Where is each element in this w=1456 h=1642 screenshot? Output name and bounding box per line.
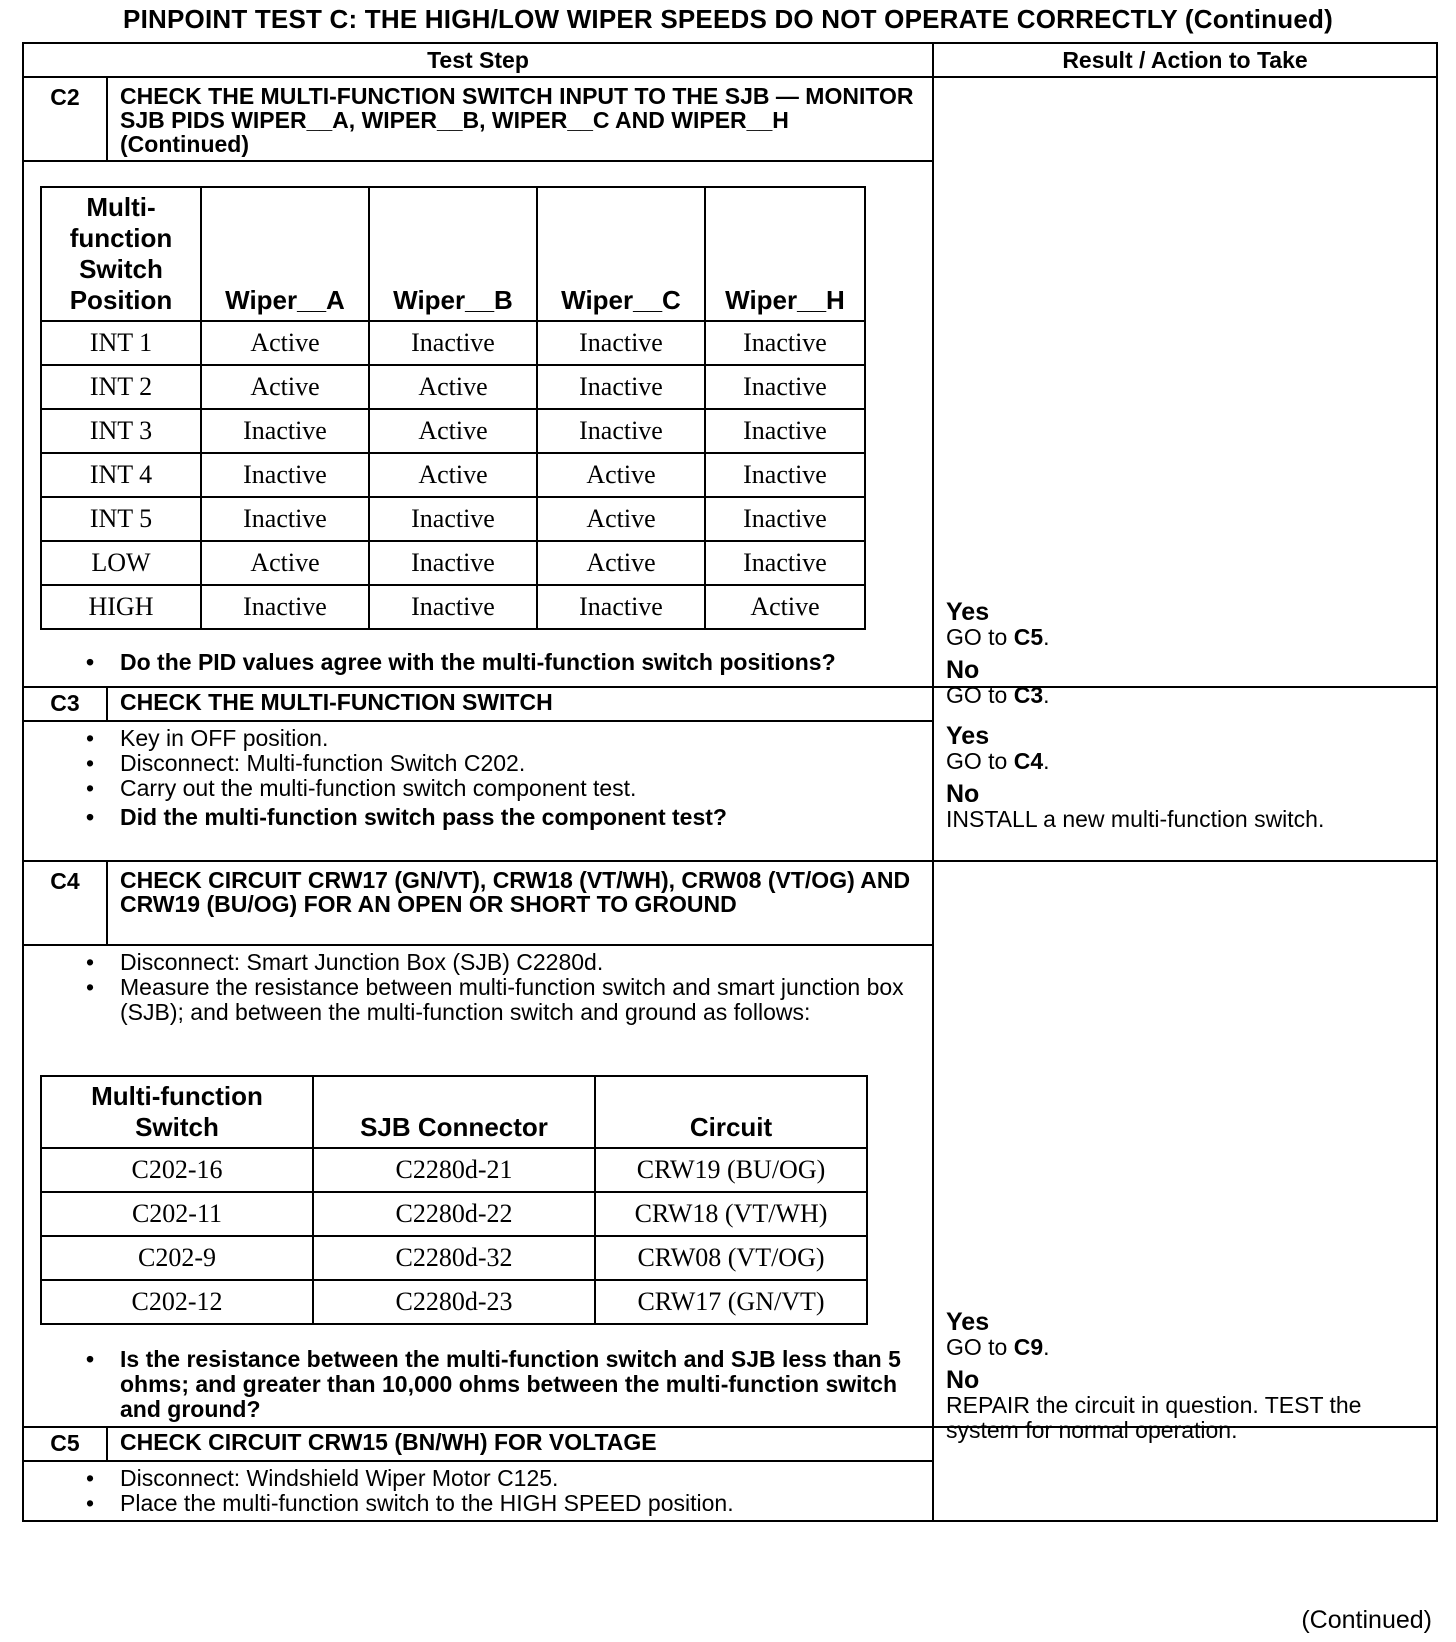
pid-table-row <box>41 365 865 409</box>
pid-table-row-cell: Inactive <box>201 453 369 497</box>
step-c3-row <box>23 687 1437 861</box>
pid-table-row <box>41 453 865 497</box>
step-c5-step: • Place the multi-function switch to the HIGH SPEED position. <box>120 1491 908 1516</box>
pid-header-wiper-c: Wiper__C <box>537 187 705 321</box>
pid-table-row-cell: INT 3 <box>41 409 201 453</box>
circuit-table-row <box>41 1236 867 1280</box>
circuit-table-row-cell: C202-16 <box>41 1148 313 1192</box>
step-c5-title: CHECK CIRCUIT CRW15 (BN/WH) FOR VOLTAGE <box>120 1429 657 1455</box>
pid-table-row-cell: Inactive <box>369 585 537 629</box>
pid-table-row-cell: Inactive <box>705 497 865 541</box>
circuit-table-row-cell: CRW17 (GN/VT) <box>595 1280 867 1324</box>
step-c4-title: CHECK CIRCUIT CRW17 (GN/VT), CRW18 (VT/WH), CRW08 (VT/OG) AND CRW19 (BU/OG) FOR AN OPEN OR SHORT TO GROUND <box>120 867 911 917</box>
step-c4-answers <box>946 1310 1426 1443</box>
step-c2-cell <box>23 77 933 687</box>
pid-table-row-cell: HIGH <box>41 585 201 629</box>
circuit-table <box>40 1075 868 1325</box>
c2-no-label: No <box>946 656 980 684</box>
pid-table-row-cell: Inactive <box>537 365 705 409</box>
pid-table-row-cell: Active <box>201 321 369 365</box>
pid-table-row-cell: INT 5 <box>41 497 201 541</box>
c3-no-action: INSTALL a new multi-function switch. <box>946 806 1325 832</box>
table-header-row <box>23 43 1437 77</box>
circuit-table-row <box>41 1280 867 1324</box>
circuit-table-header-row <box>41 1076 867 1148</box>
pid-table-row <box>41 585 865 629</box>
c2-yes-action: GO to C5. <box>946 624 1050 650</box>
step-c2-id: C2 <box>24 78 108 160</box>
step-c5-instructions <box>24 1462 932 1520</box>
c3-yes-action: GO to C4. <box>946 748 1050 774</box>
step-c3-question: • Did the multi-function switch pass the component test? <box>120 805 908 830</box>
step-c4-action <box>933 861 1437 1443</box>
step-c4-header <box>24 862 932 946</box>
step-c3-step: • Disconnect: Multi-function Switch C202. <box>120 751 908 776</box>
pid-table-row <box>41 321 865 365</box>
c4-yes-action: GO to C9. <box>946 1334 1050 1360</box>
pid-table-row <box>41 541 865 585</box>
pid-table-row-cell: Inactive <box>705 365 865 409</box>
step-c5-step: • Disconnect: Windshield Wiper Motor C125. <box>120 1466 908 1491</box>
c4-no-label: No <box>946 1366 980 1394</box>
pid-header-wiper-b: Wiper__B <box>369 187 537 321</box>
step-c5-row <box>23 1427 1437 1521</box>
step-c2-header <box>24 78 932 162</box>
circuit-table-row-cell: CRW18 (VT/WH) <box>595 1192 867 1236</box>
step-c3-header <box>24 688 932 722</box>
pid-table <box>40 186 866 630</box>
pid-table-row-cell: Active <box>201 365 369 409</box>
step-c4-id: C4 <box>24 862 108 944</box>
step-c4-step: • Disconnect: Smart Junction Box (SJB) C2280d. <box>120 950 908 975</box>
c4-yes-label: Yes <box>946 1308 990 1336</box>
pid-table-row-cell: Inactive <box>369 321 537 365</box>
step-c4-question: • Is the resistance between the multi-function switch and SJB less than 5 ohms; and greater than 10,000 ohms between the multi-function switch and ground? <box>120 1347 908 1422</box>
pid-table-row-cell: Inactive <box>201 409 369 453</box>
pid-table-row <box>41 409 865 453</box>
step-c2-question-list <box>24 630 932 679</box>
pid-table-row-cell: Inactive <box>705 321 865 365</box>
circuit-table-row-cell: C2280d-32 <box>313 1236 595 1280</box>
step-c3-answers <box>946 724 1426 832</box>
pid-table-row-cell: INT 1 <box>41 321 201 365</box>
step-c2-row <box>23 77 1437 687</box>
pid-table-row-cell: Active <box>537 497 705 541</box>
circuit-table-row-cell: C202-12 <box>41 1280 313 1324</box>
pid-header-wiper-a: Wiper__A <box>201 187 369 321</box>
pid-table-row-cell: Active <box>369 409 537 453</box>
c3-no-label: No <box>946 780 980 808</box>
pid-table-row-cell: Inactive <box>537 409 705 453</box>
result-action-header: Result / Action to Take <box>933 43 1437 77</box>
pid-table-row <box>41 497 865 541</box>
pid-table-row-cell: Active <box>369 365 537 409</box>
page-title: PINPOINT TEST C: THE HIGH/LOW WIPER SPEEDS DO NOT OPERATE CORRECTLY (Continued) <box>123 4 1333 34</box>
circuit-table-row-cell: C2280d-23 <box>313 1280 595 1324</box>
circuit-table-row-cell: C2280d-22 <box>313 1192 595 1236</box>
pid-table-row-cell: Inactive <box>201 585 369 629</box>
pid-table-row-cell: Inactive <box>369 541 537 585</box>
test-step-header: Test Step <box>23 43 933 77</box>
pid-table-row-cell: Inactive <box>537 321 705 365</box>
step-c2-title: CHECK THE MULTI-FUNCTION SWITCH INPUT TO THE SJB — MONITOR SJB PIDS WIPER__A, WIPER__B, WIPER__C AND WIPER__H (Continued) <box>120 83 914 157</box>
step-c2-question: • Do the PID values agree with the multi-function switch positions? <box>120 650 908 675</box>
step-c2-action <box>933 77 1437 708</box>
pid-header-position: Multi-function Switch Position <box>41 187 201 321</box>
pid-table-row-cell: Inactive <box>537 585 705 629</box>
circuit-table-row-cell: C202-9 <box>41 1236 313 1280</box>
circuit-table-row-cell: CRW19 (BU/OG) <box>595 1148 867 1192</box>
c3-yes-target[interactable]: C4 <box>1013 748 1044 774</box>
circuit-table-row-cell: C2280d-21 <box>313 1148 595 1192</box>
pid-table-row-cell: LOW <box>41 541 201 585</box>
step-c4-instructions <box>24 946 932 1029</box>
pid-table-row-cell: Inactive <box>705 453 865 497</box>
step-c5-action <box>933 1427 1437 1521</box>
step-c3-cell <box>23 687 933 861</box>
pid-table-row-cell: INT 4 <box>41 453 201 497</box>
step-c5-id: C5 <box>24 1428 108 1460</box>
step-c3-step: • Key in OFF position. <box>120 726 908 751</box>
circuit-header-switch: Multi-function Switch <box>41 1076 313 1148</box>
c4-no-action: REPAIR the circuit in question. TEST the system for normal operation. <box>946 1392 1362 1443</box>
circuit-table-row-cell: CRW08 (VT/OG) <box>595 1236 867 1280</box>
circuit-table-row <box>41 1148 867 1192</box>
step-c3-step: • Carry out the multi-function switch component test. <box>120 776 908 801</box>
pinpoint-test-table <box>22 42 1438 1522</box>
circuit-table-row-cell: C202-11 <box>41 1192 313 1236</box>
pid-table-header-row <box>41 187 865 321</box>
circuit-header-circuit: Circuit <box>595 1076 867 1148</box>
continued-label: (Continued) <box>1301 1606 1432 1634</box>
step-c3-instructions <box>24 722 932 834</box>
c2-no-action: GO to C3. <box>946 682 1050 708</box>
pid-table-row-cell: Inactive <box>369 497 537 541</box>
step-c4-cell <box>23 861 933 1427</box>
pid-table-row-cell: Active <box>201 541 369 585</box>
pid-table-row-cell: INT 2 <box>41 365 201 409</box>
step-c4-question-list <box>24 1325 932 1426</box>
step-c5-header <box>24 1428 932 1462</box>
c2-no-target[interactable]: C3 <box>1013 682 1044 708</box>
circuit-header-sjb: SJB Connector <box>313 1076 595 1148</box>
pid-table-row-cell: Inactive <box>705 409 865 453</box>
c3-yes-label: Yes <box>946 722 990 750</box>
step-c3-id: C3 <box>24 688 108 720</box>
step-c5-cell <box>23 1427 933 1521</box>
step-c3-title: CHECK THE MULTI-FUNCTION SWITCH <box>120 689 553 715</box>
c2-yes-label: Yes <box>946 598 990 626</box>
c2-yes-target[interactable]: C5 <box>1013 624 1044 650</box>
step-c4-row <box>23 861 1437 1427</box>
pid-table-row-cell: Inactive <box>705 541 865 585</box>
pid-table-row-cell: Active <box>537 541 705 585</box>
pid-table-row-cell: Active <box>705 585 865 629</box>
pid-table-row-cell: Active <box>369 453 537 497</box>
pid-table-row-cell: Active <box>537 453 705 497</box>
circuit-table-row <box>41 1192 867 1236</box>
c4-yes-target[interactable]: C9 <box>1013 1334 1044 1360</box>
step-c4-step: • Measure the resistance between multi-function switch and smart junction box (SJB); and between the multi-function switch and ground as follows: <box>120 975 908 1025</box>
step-c3-action <box>933 687 1437 861</box>
pid-table-row-cell: Inactive <box>201 497 369 541</box>
pid-header-wiper-h: Wiper__H <box>705 187 865 321</box>
